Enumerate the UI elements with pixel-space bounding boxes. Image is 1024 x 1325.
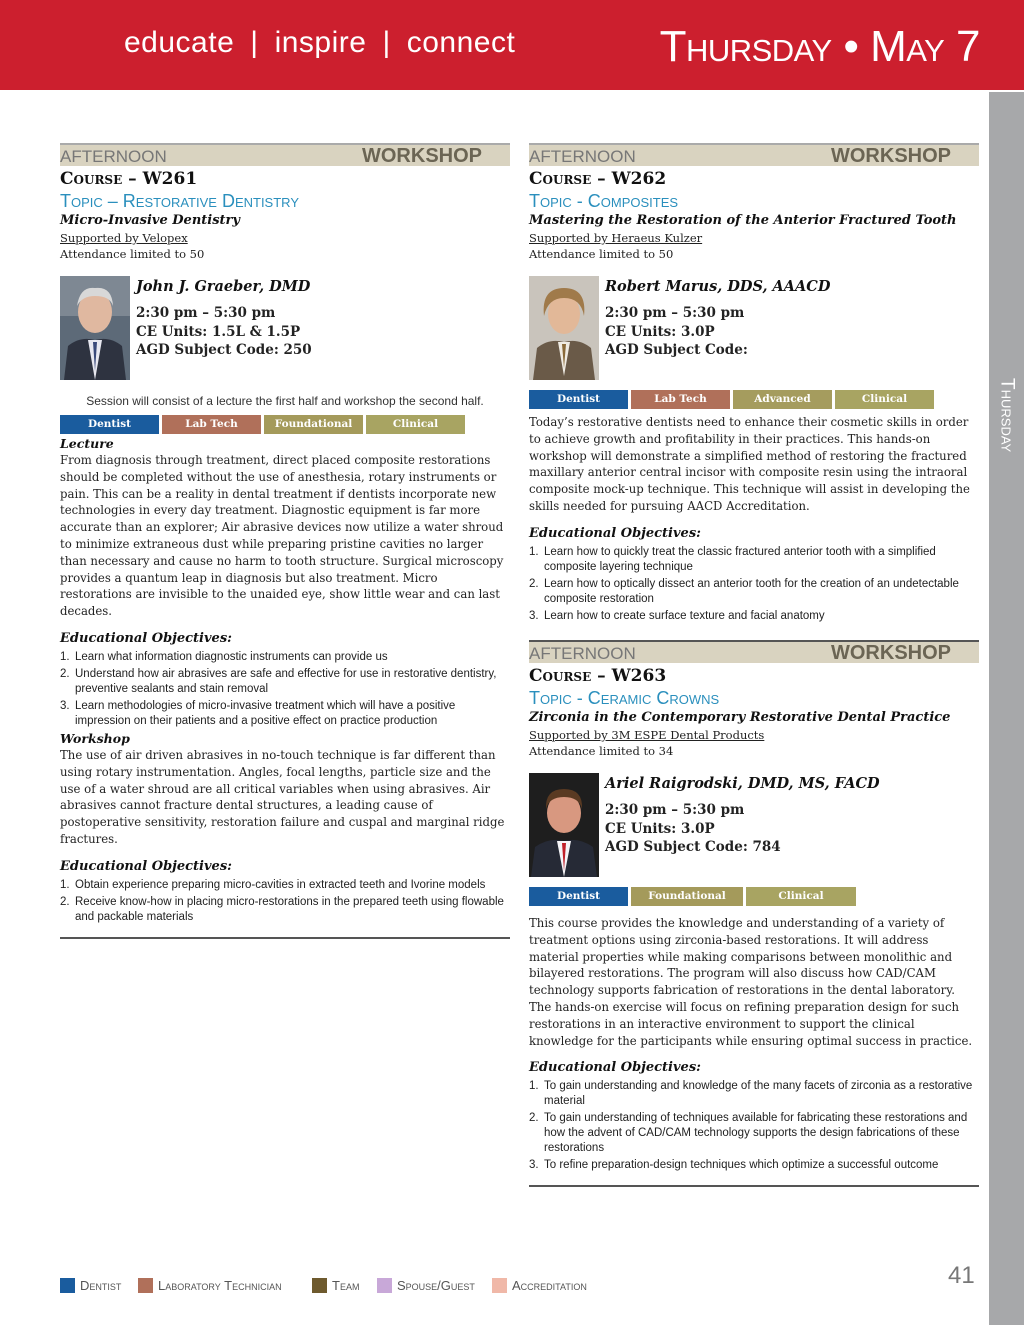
lecture-heading: Lecture <box>60 436 114 451</box>
objectives-list <box>60 650 510 729</box>
attendance-limit: Attendance limited to 50 <box>60 247 205 261</box>
objective-item: 1. To gain understanding and knowledge of the many facets of zirconia as a restorative material <box>529 1080 973 1108</box>
objective-text: Learn how to quickly treat the classic fractured anterior tooth with a simplified composite layering technique <box>544 545 936 573</box>
course-title: Micro-Invasive Dentistry <box>60 213 240 228</box>
objective-text: Learn how to optically dissect an anterior tooth for the creation of an undetectable composite restoration <box>544 577 959 605</box>
audience-levels <box>60 415 510 434</box>
workshop-description: The use of air driven abrasives in no-touch technique is far different than using rotary instrumentation. Angles, focal lengths, particle size and the use of a water shroud are all critical variables when using abrasives. Air abrasives cannot fracture dental structures, a leading cause of postoperative sensitivity, restoration failure and cuspal and marginal ridge fractures. <box>60 747 505 846</box>
tagline-inspire: inspire <box>274 26 367 59</box>
session-type-label: WORKSHOP <box>831 642 951 664</box>
tagline-separator: | <box>382 26 391 59</box>
legend-label: Team <box>332 1278 360 1293</box>
ce-units: CE Units: 1.5L & 1.5P <box>136 323 301 340</box>
legend-label: Spouse/Guest <box>397 1278 475 1293</box>
tagline-educate: educate <box>124 26 235 59</box>
session-time-label: AFTERNOON <box>529 147 636 166</box>
ce-units: CE Units: 3.0P <box>605 323 715 340</box>
speaker-name: John J. Graeber, DMD <box>136 278 311 295</box>
objectives-list <box>60 878 510 925</box>
objective-text: Learn how to create surface texture and facial anatomy <box>544 609 825 622</box>
objective-text: Obtain experience preparing micro-cavities in extracted teeth and Ivorine models <box>75 878 486 891</box>
objectives-heading: Educational Objectives: <box>60 630 232 646</box>
speaker-photo <box>60 276 130 380</box>
objective-item: 2. To gain understanding of techniques available for fabricating these restorations and how the advent of CAD/CAM technology supports the design fabrications of these restorations <box>529 1112 968 1155</box>
ce-units: CE Units: 3.0P <box>605 820 715 837</box>
session-type-label: WORKSHOP <box>831 145 951 167</box>
session-header <box>529 145 979 166</box>
level-badge-clinical: Clinical <box>835 390 934 409</box>
speaker-photo <box>529 276 599 380</box>
day-date <box>660 22 980 72</box>
level-badge-foundational: Foundational <box>264 415 363 434</box>
legend-item-accreditation <box>492 1278 587 1293</box>
sidebar-tab <box>989 92 1024 1325</box>
objective-item: 3. Learn how to create surface texture and facial anatomy <box>529 609 825 622</box>
course-title: Zirconia in the Contemporary Restorative Dental Practice <box>529 710 951 725</box>
speaker-block <box>529 765 979 877</box>
speaker-name: Robert Marus, DDS, AAACD <box>605 278 831 295</box>
bullet-separator: • <box>843 22 859 71</box>
section-end-rule <box>60 937 510 939</box>
objective-item: 2. Receive know-how in placing micro-restorations in the prepared teeth using flowable and packable materials <box>60 895 504 923</box>
objectives-list <box>529 545 979 624</box>
legend-item-spouse-guest <box>377 1278 475 1293</box>
session-time: 2:30 pm – 5:30 pm <box>605 305 745 321</box>
level-badge-clinical: Clinical <box>366 415 465 434</box>
audience-levels <box>529 390 979 409</box>
session-header <box>529 642 979 663</box>
objective-item: 2. Understand how air abrasives are safe and effective for use in restorative dentistry, preventive sealants and stain removal <box>60 667 497 695</box>
legend-label: Accreditation <box>512 1278 587 1293</box>
course-code: Course – W261 <box>60 169 198 189</box>
speaker-photo <box>529 773 599 877</box>
audience-levels <box>529 887 979 906</box>
speaker-name: Ariel Raigrodski, DMD, MS, FACD <box>605 775 880 792</box>
legend-label: Laboratory Technician <box>158 1278 282 1293</box>
course-topic: Topic – Restorative Dentistry <box>60 191 299 211</box>
section-end-rule <box>529 1185 979 1187</box>
attendance-limit: Attendance limited to 34 <box>529 744 674 758</box>
session-time-label: AFTERNOON <box>529 644 636 663</box>
tagline <box>124 26 515 60</box>
objective-text: Learn methodologies of micro-invasive treatment which will have a positive impression on their patients and a positive effect on practice production <box>75 699 456 727</box>
course-w262 <box>529 143 979 624</box>
objectives-heading: Educational Objectives: <box>529 1060 701 1076</box>
agd-code: AGD Subject Code: 250 <box>136 342 312 358</box>
legend-swatch <box>60 1278 75 1293</box>
agd-code: AGD Subject Code: <box>605 342 748 358</box>
objective-item: 3. Learn methodologies of micro-invasive treatment which will have a positive impression on their patients and a positive effect on practice production <box>60 699 456 727</box>
level-badge-lab-tech: Lab Tech <box>162 415 261 434</box>
speaker-info <box>605 276 830 360</box>
session-header <box>60 145 510 166</box>
course-title: Mastering the Restoration of the Anterior Fractured Tooth <box>529 213 957 228</box>
agd-code: AGD Subject Code: 784 <box>605 839 781 855</box>
attendance-limit: Attendance limited to 50 <box>529 247 674 261</box>
legend-swatch <box>138 1278 153 1293</box>
speaker-block <box>529 268 979 380</box>
objective-text: Receive know-how in placing micro-restorations in the prepared teeth using flowable and packable materials <box>75 895 504 923</box>
objective-text: To gain understanding and knowledge of the many facets of zirconia as a restorative material <box>544 1080 973 1108</box>
course-topic: Topic - Composites <box>529 191 679 211</box>
session-time: 2:30 pm – 5:30 pm <box>605 802 745 818</box>
level-badge-dentist: Dentist <box>529 887 628 906</box>
objectives-heading: Educational Objectives: <box>60 858 232 874</box>
level-badge-dentist: Dentist <box>529 390 628 409</box>
legend-swatch <box>312 1278 327 1293</box>
sponsor-link[interactable]: Supported by Velopex <box>60 231 188 245</box>
tagline-separator: | <box>250 26 259 59</box>
legend-swatch <box>377 1278 392 1293</box>
speaker-info <box>605 773 880 857</box>
sidebar-day-label: Thursday <box>996 378 1018 453</box>
objectives-heading: Educational Objectives: <box>529 525 701 541</box>
objective-text: To refine preparation-design techniques which optimize a successful outcome <box>544 1159 939 1172</box>
objective-item: 3. To refine preparation-design techniques which optimize a successful outcome <box>529 1159 939 1172</box>
course-w263 <box>529 640 979 1187</box>
course-code: Course – W262 <box>529 169 667 189</box>
level-badge-clinical: Clinical <box>746 887 856 906</box>
legend-item-dentist <box>60 1278 121 1293</box>
session-type-label: WORKSHOP <box>362 145 482 167</box>
session-time-label: AFTERNOON <box>60 147 167 166</box>
header-bar <box>0 0 1024 90</box>
course-topic: Topic - Ceramic Crowns <box>529 688 720 708</box>
course-description: Today’s restorative dentists need to enhance their cosmetic skills in order to achieve growth and profitability in their practices. This hands-on workshop will demonstrate a simplified method of restoring the fractured maxillary anterior central incisor with composite resin using the intraoral composite mock-up technique. This technique will assist in developing the skills needed for pursuing AACD Accreditation. <box>529 415 970 513</box>
level-badge-foundational: Foundational <box>631 887 743 906</box>
date-label: May 7 <box>870 22 980 71</box>
day-label: Thursday <box>659 22 832 71</box>
speaker-info <box>136 276 312 360</box>
objective-text: Learn what information diagnostic instruments can provide us <box>75 650 388 663</box>
objective-item: 1. Obtain experience preparing micro-cavities in extracted teeth and Ivorine models <box>60 878 486 891</box>
legend-swatch <box>492 1278 507 1293</box>
speaker-block <box>60 268 510 380</box>
course-description: This course provides the knowledge and understanding of a variety of treatment options using zirconia-based restorations. It will address material properties while making comparisons between monolithic and bilayered restorations. The program will also discuss how CAD/CAM technology supports fabrication of restorations in the dental laboratory. The hands-on exercise will focus on refining preparation design for such restorations in an interactive environment to support the clinical knowledge for the participants while ensuring optimal success in practice. <box>529 916 973 1048</box>
workshop-heading: Workshop <box>60 730 130 746</box>
course-code: Course – W263 <box>529 666 667 686</box>
legend-label: Dentist <box>80 1278 122 1293</box>
level-badge-advanced: Advanced <box>733 390 832 409</box>
legend-item-team <box>312 1278 359 1293</box>
objective-text: Understand how air abrasives are safe and effective for use in restorative dentistry, preventive sealants and stain removal <box>75 667 497 695</box>
session-time: 2:30 pm – 5:30 pm <box>136 305 276 321</box>
objective-item: 2. Learn how to optically dissect an anterior tooth for the creation of an undetectable composite restoration <box>529 577 959 605</box>
legend-item-lab-tech <box>138 1278 282 1293</box>
page-number: 41 <box>948 1262 975 1289</box>
lecture-description: From diagnosis through treatment, direct placed composite restorations should be completed without the use of anesthesia, rotary instruments or pain. This can be a reality in dental treatment if dentists incorporate new technologies in every day treatment. Diagnostic equipment is far more accurate than an explorer; Air abrasive devices now utilize a water shroud to minimize extraneous dust while preparing pristine cavities no larger than necessary and cause no harm to tooth structure. Surgical microscopy provides a quantum leap in diagnosis but also treatment. Micro restorations are invisible to the unaided eye, show little wear and can last decades. <box>60 453 504 619</box>
level-badge-lab-tech: Lab Tech <box>631 390 730 409</box>
objective-text: To gain understanding of techniques available for fabricating these restorations and how the advent of CAD/CAM technology supports the design fabrications of these restorations <box>544 1112 968 1155</box>
objective-item: 1. Learn what information diagnostic instruments can provide us <box>60 650 388 663</box>
objective-item: 1. Learn how to quickly treat the classic fractured anterior tooth with a simplified composite layering technique <box>529 545 936 573</box>
course-w261 <box>60 143 510 939</box>
session-note: Session will consist of a lecture the first half and workshop the second half. <box>86 394 484 408</box>
tagline-connect: connect <box>406 26 516 59</box>
objectives-list <box>529 1079 979 1173</box>
sponsor-link[interactable]: Supported by 3M ESPE Dental Products <box>529 728 765 742</box>
sponsor-link[interactable]: Supported by Heraeus Kulzer <box>529 231 703 245</box>
level-badge-dentist: Dentist <box>60 415 159 434</box>
